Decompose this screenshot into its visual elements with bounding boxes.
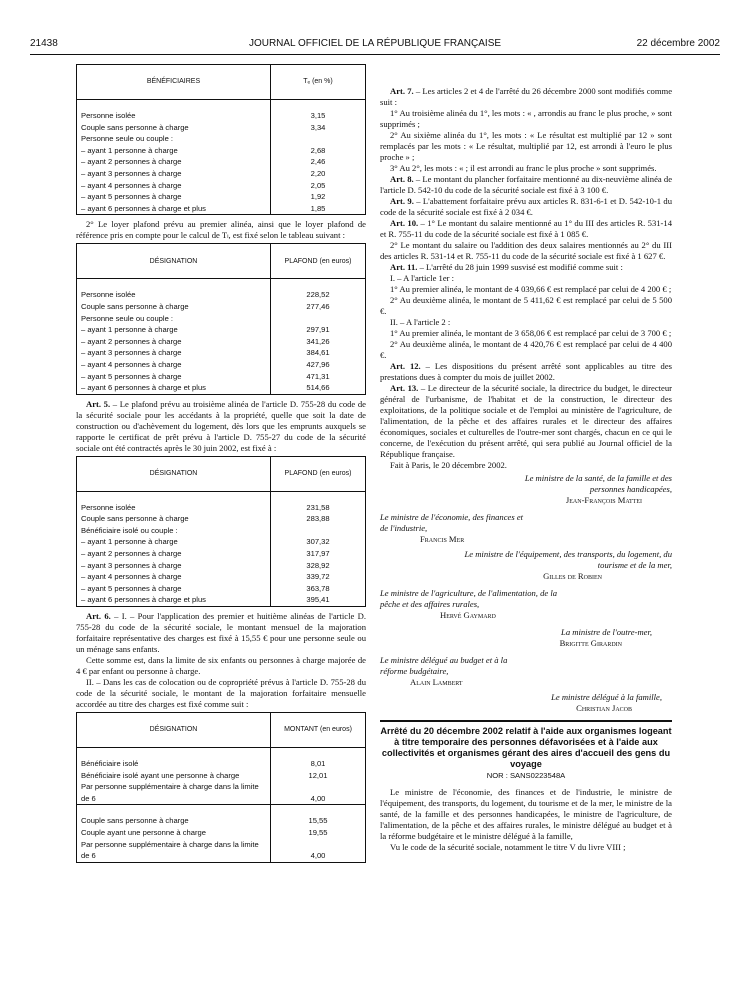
table-row: – ayant 2 personnes à charge 317,97	[77, 548, 366, 560]
table-row: Bénéficiaire isolé 8,01	[77, 748, 366, 770]
page-header	[30, 38, 720, 52]
table-row: Couple ayant une personne à charge 19,55	[77, 827, 366, 839]
table-row: – ayant 6 personnes à charge et plus 1,85	[77, 203, 366, 215]
signatory-title: Le ministre délégué à la famille,	[551, 692, 662, 702]
table-row: Par personne supplémentaire à charge dans la limite de 6 4,00	[77, 781, 366, 805]
arrete-title: Arrêté du 20 décembre 2002 relatif à l'aide aux organismes logeant à titre temporaire des personnes défavorisées et à l'aide aux collectivités et organismes gérant des aires d'accueil des gens du voyage	[380, 726, 672, 769]
table-row: – ayant 3 personnes à charge 384,61	[77, 347, 366, 359]
article-5: Art. 5. – Le plafond prévu au troisième alinéa de l'article D. 755-28 du code de la sécurité sociale pour les accédants à la propriété, quelle que soit la date de construction ou d'achèvement du logement, dès lors que les emprunts auxquels se rapporte le certificat de prêt prévu à l'article D. 755-27 du code de la sécurité sociale ont été contractés après le 30 juin 2002, est fixé à :	[76, 398, 366, 453]
article-11-line: 2° Au deuxième alinéa, le montant de 5 411,62 € est remplacé par celui de 5 500 €.	[380, 295, 672, 316]
signature-block	[380, 692, 672, 714]
article-12: Art. 12. – Les dispositions du présent arrêté sont applicables au titre des prestations dues à compter du mois de juillet 2002.	[380, 361, 672, 382]
article-11-line: 1° Au premier alinéa, le montant de 3 658,06 € est remplacé par celui de 3 700 € ;	[390, 328, 672, 338]
table-col-header: PLAFOND (en euros)	[271, 456, 366, 491]
table-col-header: MONTANT (en euros)	[271, 713, 366, 748]
table-row: Bénéficiaire isolé ayant une personne à charge 12,01	[77, 770, 366, 782]
right-column	[380, 86, 672, 853]
issue-date: 22 décembre 2002	[636, 38, 720, 49]
table-row: – ayant 4 personnes à charge 2,05	[77, 180, 366, 192]
journal-title: JOURNAL OFFICIEL DE LA RÉPUBLIQUE FRANÇAISE	[248, 38, 502, 49]
table-row: – ayant 5 personnes à charge 471,31	[77, 371, 366, 383]
table-row: – ayant 3 personnes à charge 328,92	[77, 560, 366, 572]
table-beneficiaires	[76, 64, 366, 215]
article-11: Art. 11. – L'arrêté du 28 juin 1999 susvisé est modifié comme suit :	[390, 262, 623, 272]
table-row: Par personne supplémentaire à charge dans la limite de 6 4,00	[77, 839, 366, 863]
signatory-name: Hervé Gaymard	[440, 610, 496, 620]
arrete-visa: Vu le code de la sécurité sociale, notamment le titre V du livre VIII ;	[390, 842, 626, 852]
signatory-title: Le ministre de l'équipement, des transports, du logement, du tourisme et de la mer,	[464, 549, 672, 570]
table-row: – ayant 5 personnes à charge 1,92	[77, 191, 366, 203]
article-7: Art. 7. – Les articles 2 et 4 de l'arrêté du 26 décembre 2000 sont modifiés comme suit :	[380, 86, 673, 107]
signature-block	[380, 549, 672, 582]
table-row: Personne isolée 231,58	[77, 491, 366, 513]
article-10: Art. 10. – 1° Le montant du salaire mentionné au 1° du III des articles R. 531-14 et R. 755-11 du code de la sécurité sociale est fixé à 1 085 €.	[380, 218, 672, 239]
table-col-header: BÉNÉFICIAIRES	[77, 65, 271, 100]
article-7-item: 1° Au troisième alinéa du 1°, les mots : « , arrondis au franc le plus proche, » sont supprimés ;	[380, 108, 672, 129]
table-row: – ayant 4 personnes à charge 339,72	[77, 571, 366, 583]
table-row: – ayant 5 personnes à charge 363,78	[77, 583, 366, 595]
article-11-line: 2° Au deuxième alinéa, le montant de 4 420,76 € est remplacé par celui de 4 400 €.	[380, 339, 672, 360]
table-row: – ayant 3 personnes à charge 2,20	[77, 168, 366, 180]
page-number: 21438	[30, 38, 58, 49]
table-row: Bénéficiaire isolé ou couple :	[77, 525, 366, 537]
signatory-title: Le ministre de l'économie, des finances et de l'industrie,	[380, 512, 524, 533]
signatory-title: Le ministre de la santé, de la famille et des personnes handicapées,	[524, 473, 672, 494]
table-row: – ayant 1 personne à charge 297,91	[77, 324, 366, 336]
table-col-header: PLAFOND (en euros)	[271, 244, 366, 279]
arrete-preamble: Le ministre de l'économie, des finances et de l'industrie, le ministre de l'équipement, des transports, du logement, du tourisme et de la mer, le ministre de la santé, de la famille et des personnes handicapées, le ministre de l'agriculture, de l'alimentation, de la pêche et des affaires rurales, le ministre délégué au budget et à la réforme budgétaire et le ministre délégué à la famille,	[380, 787, 672, 841]
signatory-name: Francis Mer	[420, 534, 465, 544]
header-rule	[30, 54, 720, 55]
table-row: Couple sans personne à charge 3,34	[77, 122, 366, 134]
left-column	[76, 62, 366, 867]
table-plafond-accedants	[76, 456, 366, 607]
table-row: – ayant 1 personne à charge 307,32	[77, 536, 366, 548]
article-10-paragraph: 2° Le montant du salaire ou l'addition des deux salaires mentionnés au 2° du III des articles R. 531-14 et R. 755-11 du code de la sécurité sociale est fixé à 1 627 €.	[380, 240, 672, 261]
signature-block	[380, 655, 672, 688]
article-11-line: II. – A l'article 2 :	[390, 317, 451, 327]
article-11-line: 1° Au premier alinéa, le montant de 4 039,66 € est remplacé par celui de 4 200 € ;	[390, 284, 672, 294]
paragraph-loyer-plafond: 2° Le loyer plafond prévu au premier alinéa, ainsi que le loyer plafond de référence pris en compte pour le calcul de Tₗ, est fixé selon le tableau suivant :	[76, 219, 366, 241]
table-majoration-charges	[76, 712, 366, 863]
table-row: Personne seule ou couple :	[77, 313, 366, 325]
article-7-item: 3° Au 2°, les mots : « ; il est arrondi au franc le plus proche » sont supprimés.	[390, 163, 657, 173]
table-row: – ayant 6 personnes à charge et plus 395,41	[77, 594, 366, 606]
signature-block	[380, 512, 672, 545]
table-row: – ayant 1 personne à charge 2,68	[77, 145, 366, 157]
article-6-paragraph: II. – Dans les cas de colocation ou de copropriété prévus à l'article D. 755-28 du code de la sécurité sociale, le montant de la majoration forfaitaire mensuelle accordée au titre des charges est fixé comme suit :	[76, 677, 366, 710]
table-col-header: Tₑ (en %)	[271, 65, 366, 100]
table-col-header: DÉSIGNATION	[77, 456, 271, 491]
signatory-title: La ministre de l'outre-mer,	[561, 627, 652, 637]
article-8: Art. 8. – Le montant du plancher forfaitaire mentionné au dix-neuvième alinéa de l'article D. 542-10 du code de la sécurité sociale est fixé à 3 100 €.	[380, 174, 673, 195]
table-header	[77, 456, 366, 491]
table-header	[77, 65, 366, 100]
article-13: Art. 13. – Le directeur de la sécurité sociale, la directrice du budget, le directeur général de l'urbanisme, de l'habitat et de la construction, le directeur des exploitations, de la politique sociale et de l'emploi au ministère de l'agriculture, de l'alimentation, de la pêche et des affaires rurales et le directeur des affaires économiques, sociales et culturelles de l'outre-mer sont chargés, chacun en ce qui le concerne, de l'exécution du présent arrêté, qui sera publié au Journal officiel de la République française.	[380, 383, 672, 459]
signature-block	[380, 627, 672, 649]
signature-place-date: Fait à Paris, le 20 décembre 2002.	[390, 460, 507, 470]
table-row: – ayant 2 personnes à charge 2,46	[77, 156, 366, 168]
signatory-title: Le ministre délégué au budget et à la réforme budgétaire,	[380, 655, 508, 676]
nor-reference: NOR : SANS0223548A	[486, 771, 566, 780]
table-row: – ayant 2 personnes à charge 341,26	[77, 336, 366, 348]
table-col-header: DÉSIGNATION	[77, 244, 271, 279]
table-row: Couple sans personne à charge 277,46	[77, 301, 366, 313]
table-row: – ayant 6 personnes à charge et plus 514,66	[77, 382, 366, 394]
table-row: Couple sans personne à charge 15,55	[77, 805, 366, 827]
table-row: – ayant 4 personnes à charge 427,96	[77, 359, 366, 371]
article-7-item: 2° Au sixième alinéa du 1°, les mots : « Le résultat est multiplié par 12 » sont remplacés par les mots : « Le résultat, multiplié par 12, est arrondi à l'euro le plus proche » ;	[380, 130, 672, 162]
signatory-name: Gilles de Robien	[543, 571, 602, 581]
table-row: Couple sans personne à charge 283,88	[77, 513, 366, 525]
signature-block	[380, 588, 672, 621]
table-row: Personne isolée 3,15	[77, 100, 366, 122]
signatory-name: Brigitte Girardin	[559, 638, 622, 648]
table-plafond-locatif	[76, 243, 366, 394]
table-header	[77, 244, 366, 279]
signatory-title: Le ministre de l'agriculture, de l'alimentation, de la pêche et des affaires rurales,	[380, 588, 558, 609]
article-6-paragraph: Cette somme est, dans la limite de six enfants ou personnes à charge majorée de 4 € par enfant ou personne à charge.	[76, 655, 366, 677]
section-divider	[380, 720, 672, 722]
article-9: Art. 9. – L'abattement forfaitaire prévu aux articles R. 831-6-1 et D. 542-10-1 du code de la sécurité sociale est fixé à 2 034 €.	[380, 196, 672, 217]
article-6: Art. 6. – I. – Pour l'application des premier et huitième alinéas de l'article D. 755-28 du code de la sécurité sociale, le montant mensuel de la majoration forfaitaire représentative des charges est fixé à 15,55 € pour une personne seule ou un ménage sans enfants.	[76, 611, 366, 655]
table-header	[77, 713, 366, 748]
table-row: Personne seule ou couple :	[77, 133, 366, 145]
signatory-name: Alain Lambert	[410, 677, 463, 687]
article-11-line: I. – A l'article 1er :	[390, 273, 455, 283]
signature-block	[380, 473, 672, 506]
signatory-name: Jean-François Mattei	[565, 495, 642, 505]
table-col-header: DÉSIGNATION	[77, 713, 271, 748]
table-row: Personne isolée 228,52	[77, 279, 366, 301]
signatory-name: Christian Jacob	[576, 703, 632, 713]
